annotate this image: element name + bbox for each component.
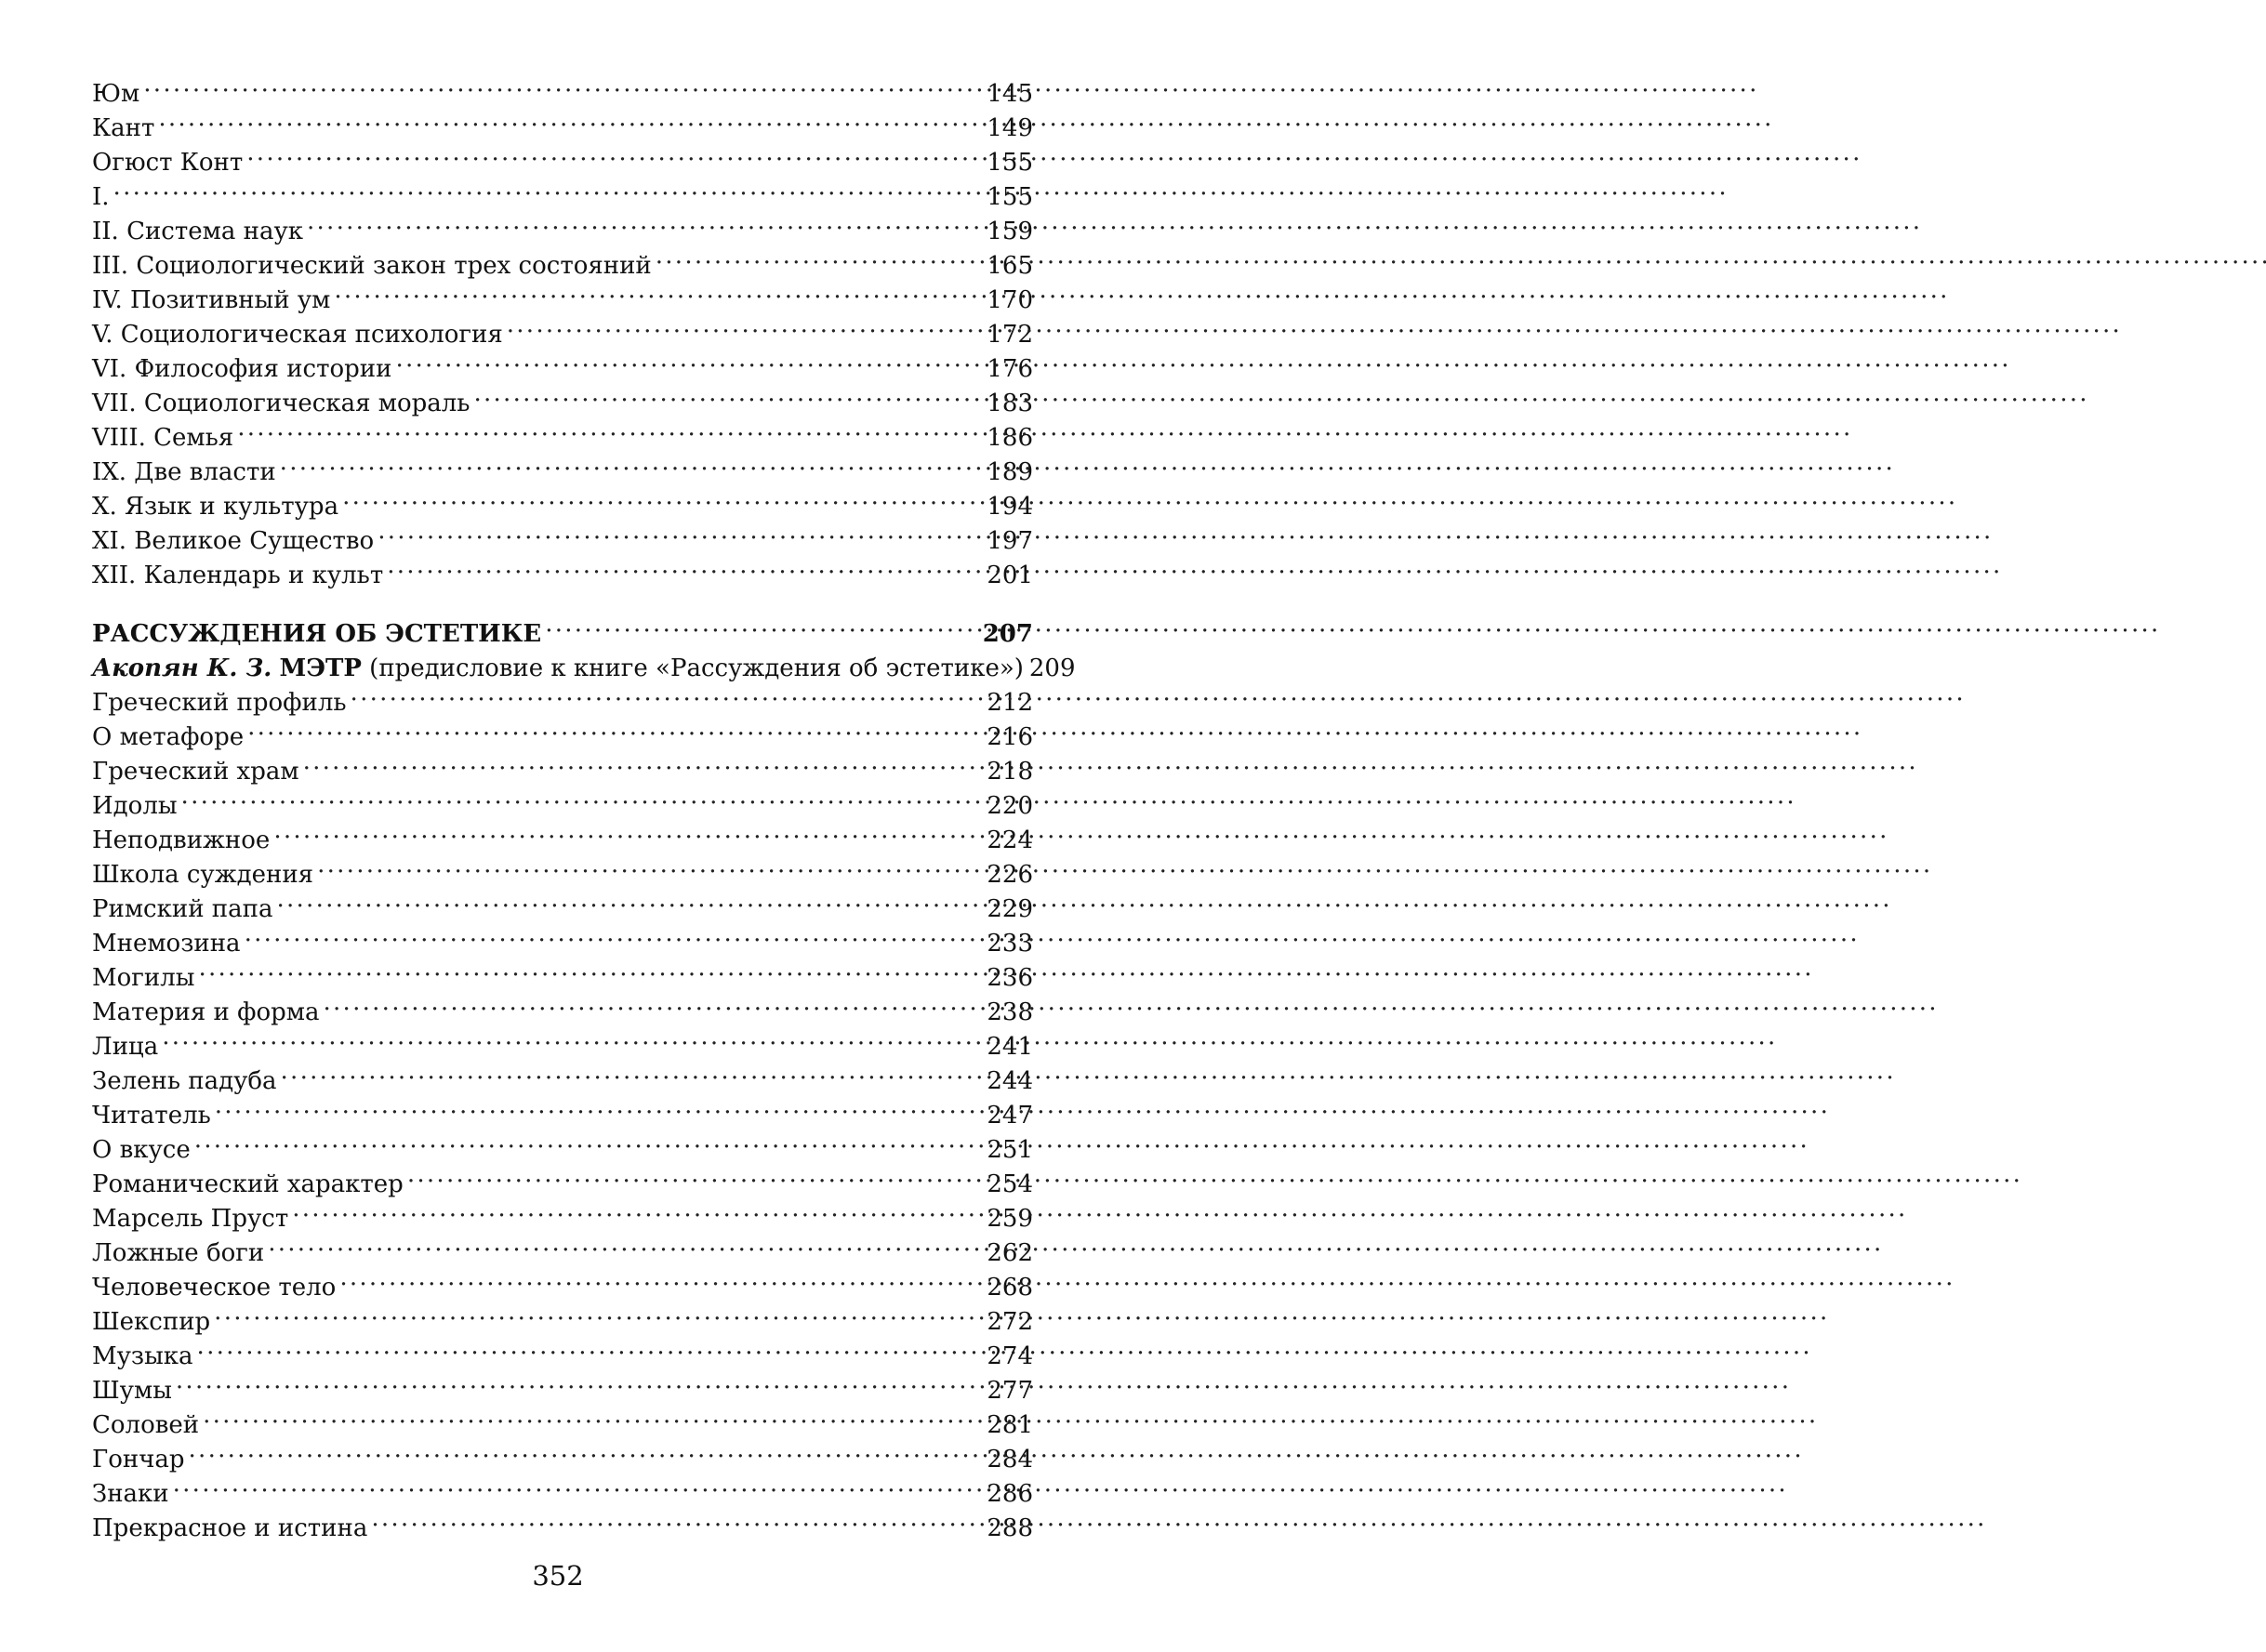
dot-leader <box>197 1329 986 1364</box>
toc-entry <box>92 205 1033 245</box>
dot-leader <box>181 779 986 813</box>
dot-leader <box>303 745 986 779</box>
toc-entry-title: О метафоре <box>92 723 245 751</box>
toc-entry-title: III. Социологический закон трех состояний <box>92 252 652 280</box>
dot-leader <box>656 239 986 273</box>
toc-entry <box>92 1157 1033 1198</box>
toc-entry <box>92 1295 1033 1336</box>
dot-leader <box>173 1467 986 1501</box>
toc-entry-title: Шекспир <box>92 1308 211 1336</box>
toc-entry-page: 218 <box>987 758 1033 786</box>
toc-entry-page: 272 <box>987 1308 1033 1336</box>
toc-entry <box>92 1020 1033 1061</box>
toc-entry-page: 155 <box>987 149 1033 177</box>
toc-entry-title: Лица <box>92 1033 159 1061</box>
toc-entry-title: IV. Позитивный ум <box>92 286 331 314</box>
toc-entry-page: 251 <box>987 1136 1033 1164</box>
dot-leader <box>507 308 986 342</box>
toc-entry-page: 172 <box>987 321 1033 349</box>
toc-entry-page: 212 <box>987 689 1033 717</box>
toc-entry-title: О вкусе <box>92 1136 191 1164</box>
dot-leader <box>351 676 986 710</box>
dot-leader <box>245 917 986 951</box>
toc-entry-title: IX. Две власти <box>92 458 276 486</box>
toc-entry-title: Ложные боги <box>92 1239 265 1267</box>
dot-leader <box>371 1501 985 1536</box>
dot-leader <box>268 1226 985 1261</box>
toc-entry-title: Читатель <box>92 1102 211 1130</box>
toc-group-2 <box>92 676 1033 1542</box>
toc-entry-title: Идолы <box>92 792 178 820</box>
dot-leader <box>342 480 985 514</box>
toc-entry <box>92 1054 1033 1095</box>
toc-entry-page: 274 <box>987 1342 1033 1370</box>
toc-entry-page: 238 <box>987 998 1033 1026</box>
dot-leader <box>176 1364 985 1398</box>
dot-leader <box>162 1020 985 1054</box>
dot-leader <box>307 205 985 239</box>
toc-entry-page: 284 <box>987 1446 1033 1474</box>
toc-entry-page: 170 <box>987 286 1033 314</box>
toc-entry-title: Школа суждения <box>92 861 314 889</box>
toc-entry-page: 197 <box>987 527 1033 555</box>
toc-entry-page: 186 <box>987 424 1033 452</box>
dot-leader <box>215 1089 986 1123</box>
dot-leader <box>334 273 985 308</box>
toc-entry-title: VII. Социологическая мораль <box>92 390 470 417</box>
toc-entry-page: 220 <box>987 792 1033 820</box>
toc-entry-page: 277 <box>987 1377 1033 1405</box>
toc-entry-page: 224 <box>987 826 1033 854</box>
toc-entry-title: Музыка <box>92 1342 193 1370</box>
toc-entry-page: 155 <box>987 183 1033 211</box>
dot-leader <box>189 1433 986 1467</box>
toc-entry-page: 159 <box>987 218 1033 245</box>
toc-entry-title: X. Язык и культура <box>92 493 339 521</box>
toc-entry-page: 254 <box>987 1170 1033 1198</box>
toc-entry-page: 288 <box>987 1514 1033 1542</box>
toc-entry-title: I. <box>92 183 110 211</box>
toc-entry-page: 262 <box>987 1239 1033 1267</box>
toc-entry-page: 233 <box>987 930 1033 958</box>
toc-entry <box>92 1123 1033 1164</box>
toc-entry-title: Греческий профиль <box>92 689 347 717</box>
dot-leader <box>246 136 985 170</box>
toc-entry <box>92 1364 1033 1405</box>
toc-entry-page: 236 <box>987 964 1033 992</box>
toc-entry-page: 226 <box>987 861 1033 889</box>
toc-entry-page: 194 <box>987 493 1033 521</box>
dot-leader <box>113 170 986 205</box>
toc-entry-title: Шумы <box>92 1377 172 1405</box>
toc-entry-title: Зелень падуба <box>92 1067 277 1095</box>
dot-leader <box>273 813 985 848</box>
toc-entry <box>92 985 1033 1026</box>
toc-entry-title: XII. Календарь и культ <box>92 562 384 589</box>
dot-leader <box>280 445 986 480</box>
dot-leader <box>194 1123 986 1157</box>
dot-leader <box>407 1157 986 1192</box>
toc-entry <box>92 1467 1033 1508</box>
toc-entry-title: Кант <box>92 114 155 142</box>
dot-leader <box>387 548 985 583</box>
toc-entry <box>92 1501 1033 1542</box>
toc-entry-title: VI. Философия истории <box>92 355 392 383</box>
toc-entry-page: 176 <box>987 355 1033 383</box>
toc-entry-page: 259 <box>987 1205 1033 1233</box>
toc-entry-page: 244 <box>987 1067 1033 1095</box>
toc-entry-page: 183 <box>987 390 1033 417</box>
dot-leader <box>158 101 985 136</box>
toc-entry-title: VIII. Семья <box>92 424 234 452</box>
dot-leader <box>237 411 985 445</box>
toc-entry-title: Мнемозина <box>92 930 241 958</box>
toc-entry-title: Знаки <box>92 1480 169 1508</box>
toc-entry-page: 216 <box>987 723 1033 751</box>
toc-entry-title: Греческий храм <box>92 758 299 786</box>
toc-entry-title: Прекрасное и истина <box>92 1514 368 1542</box>
toc-entry <box>92 67 1033 108</box>
toc-entry-page: 247 <box>987 1102 1033 1130</box>
toc-entry <box>92 951 1033 992</box>
dot-leader <box>395 342 985 377</box>
dot-leader <box>292 1192 985 1226</box>
preface-author: Акопян К. З. <box>92 654 272 682</box>
table-of-contents <box>92 67 1076 1542</box>
section-heading-page: 207 <box>982 620 1033 648</box>
dot-leader <box>378 514 985 548</box>
toc-entry-page: 165 <box>987 252 1033 280</box>
toc-entry-page: 201 <box>987 562 1033 589</box>
toc-entry-title: Материя и форма <box>92 998 320 1026</box>
toc-entry-title: Римский папа <box>92 895 273 923</box>
toc-entry-title: V. Социологическая психология <box>92 321 503 349</box>
toc-entry-title: Неподвижное <box>92 826 271 854</box>
toc-entry-page: 241 <box>987 1033 1033 1061</box>
toc-group-1 <box>92 67 1033 589</box>
dot-leader <box>473 377 985 411</box>
section-heading-title: РАССУЖДЕНИЯ ОБ ЭСТЕТИКЕ <box>92 620 542 648</box>
dot-leader <box>198 951 985 985</box>
toc-entry-title: Марсель Пруст <box>92 1205 289 1233</box>
toc-entry <box>92 136 1033 177</box>
dot-leader <box>203 1398 985 1433</box>
dot-leader <box>281 1054 986 1089</box>
dot-leader <box>143 67 985 101</box>
toc-entry-page: 268 <box>987 1274 1033 1302</box>
toc-entry-title: XI. Великое Существо <box>92 527 375 555</box>
dot-leader <box>324 985 986 1020</box>
toc-entry-title: Гончар <box>92 1446 185 1474</box>
preface-note: (предисловие к книге «Рассуждения об эстетике») <box>369 654 1024 682</box>
toc-entry <box>92 101 1033 142</box>
dot-leader <box>339 1261 985 1295</box>
toc-entry-page: 149 <box>987 114 1033 142</box>
dot-leader <box>276 882 985 917</box>
toc-entry-title: II. Система наук <box>92 218 303 245</box>
toc-section-heading <box>92 607 1033 648</box>
toc-entry-page: 145 <box>987 80 1033 108</box>
toc-entry-title: Соловей <box>92 1411 200 1439</box>
document-page <box>0 0 1116 1652</box>
toc-entry <box>92 1329 1033 1370</box>
toc-entry <box>92 1089 1033 1130</box>
dot-leader <box>545 607 981 641</box>
toc-entry <box>92 1433 1033 1474</box>
page-number: 352 <box>532 1560 584 1592</box>
dot-leader <box>214 1295 985 1329</box>
toc-entry-title: Человеческое тело <box>92 1274 337 1302</box>
toc-entry-title: Юм <box>92 80 140 108</box>
toc-entry-page: 281 <box>987 1411 1033 1439</box>
dot-leader <box>317 848 985 882</box>
toc-entry <box>92 779 1033 820</box>
dot-leader <box>247 710 985 745</box>
toc-entry-title: Огюст Конт <box>92 149 244 177</box>
preface-page: 209 <box>1028 654 1076 682</box>
toc-entry <box>92 1398 1033 1439</box>
toc-entry <box>92 813 1033 854</box>
toc-entry <box>92 170 1033 211</box>
toc-entry-page: 229 <box>987 895 1033 923</box>
toc-entry-page: 189 <box>987 458 1033 486</box>
toc-entry-title: Романический характер <box>92 1170 404 1198</box>
preface-label: МЭТР <box>279 654 362 682</box>
toc-entry-page: 286 <box>987 1480 1033 1508</box>
toc-entry-title: Могилы <box>92 964 195 992</box>
